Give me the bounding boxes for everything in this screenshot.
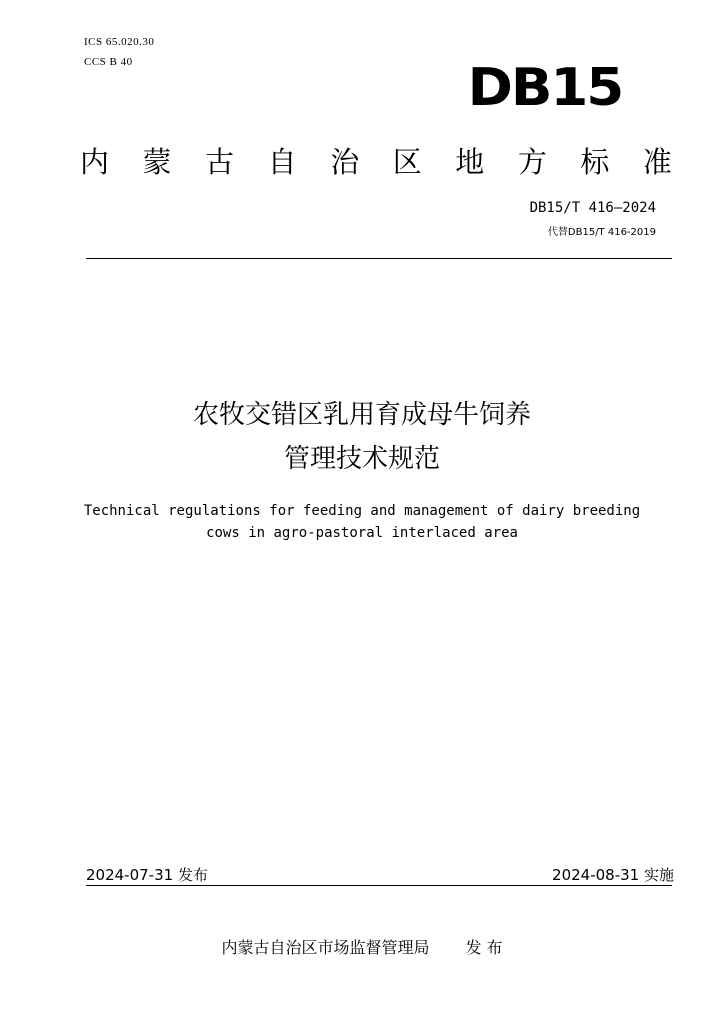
- authority-char: 自: [267, 145, 297, 179]
- chinese-title-line-2: 管理技术规范: [283, 444, 440, 474]
- authority-char: 方: [517, 145, 547, 179]
- authority-char: 标: [580, 145, 610, 179]
- english-title: [0, 500, 724, 544]
- chinese-title-line-1: 农牧交错区乳用育成母牛饲养: [192, 400, 531, 430]
- english-title-line-2: cows in agro-pastoral interlaced area: [206, 525, 518, 541]
- issue-date: 2024-07-31 发布: [86, 866, 208, 884]
- authority-char: 治: [330, 145, 360, 179]
- authority-char: 准: [642, 145, 672, 179]
- ccs-code: CCS B 40: [84, 56, 133, 68]
- implementation-date: 2024-08-31 实施: [552, 866, 674, 884]
- standard-number: DB15/T 416—2024: [529, 200, 656, 216]
- top-divider: [86, 258, 672, 259]
- ics-code: ICS 65.020.30: [84, 36, 155, 48]
- authority-char: 区: [392, 145, 422, 179]
- bottom-divider: [86, 885, 672, 886]
- publisher-line: [0, 935, 724, 958]
- replaces-standard: 代替DB15/T 416-2019: [547, 227, 656, 238]
- publish-action: 发 布: [465, 938, 503, 957]
- publisher-name: 内蒙古自治区市场监督管理局: [221, 938, 430, 957]
- english-title-line-1: Technical regulations for feeding and management of dairy breeding: [83, 503, 641, 519]
- authority-char: 蒙: [142, 145, 172, 179]
- authority-char: 地: [455, 145, 485, 179]
- db15-logo: DB15: [467, 58, 622, 118]
- authority-char: 古: [205, 145, 235, 179]
- chinese-title: [0, 393, 724, 481]
- authority-char: 内: [80, 145, 110, 179]
- issuing-authority-heading: [80, 140, 672, 181]
